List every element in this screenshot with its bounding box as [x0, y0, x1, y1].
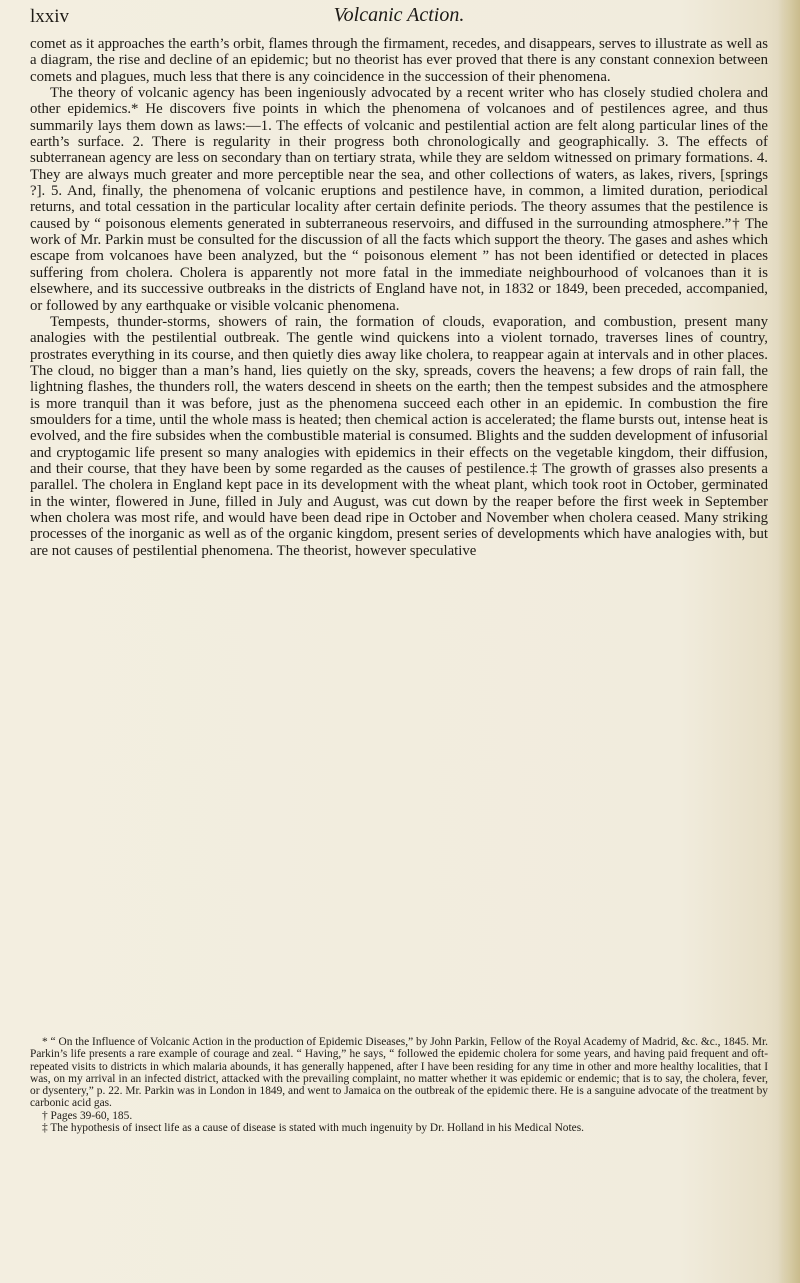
paragraph-2: The theory of volcanic agency has been ingeniously advocated by a recent writer who has closely studied cholera and other epidemics.* He discovers five points in which the phenomena of volcanoes and of pestilences agree, and thus summarily lays them down as laws:—1. The effects of volcanic and pestilential action are felt along particular lines of the earth’s surface. 2. There is regularity in their progress both chronologically and geographically. 3. The effects of subterranean agency are less on secondary than on tertiary strata, while they are seldom witnessed on primary formations. 4. They are always much greater and more perceptible near the sea, and other collections of waters, as lakes, rivers, [springs ?]. 5. And, finally, the phenomena of volcanic eruptions and pestilence have, in common, a limited duration, periodical returns, and total cessation in the particular locality after certain definite periods. The theory assumes that the pestilence is caused by “ poisonous elements generated in subterraneous reservoirs, and diffused in the surrounding atmosphere.”† The work of Mr. Parkin must be consulted for the discussion of all the facts which support the theory. The gases and ashes which escape from volcanoes have been analyzed, but the “ poisonous element ” has not been identified or detected in places suffering from cholera. Cholera is apparently not more fatal in the immediate neighbourhood of volcanoes than it is elsewhere, and its successive outbreaks in the districts of England have not, in 1832 or 1849, been preceded, accompanied, or followed by any earthquake or visible volcanic phenomena.: [30, 85, 768, 314]
paragraph-3: Tempests, thunder-storms, showers of rain, the formation of clouds, evaporation, and combustion, present many analogies with the pestilential outbreak. The gentle wind quickens into a violent tornado, traverses lines of country, prostrates everything in its course, and then quietly dies away like cholera, to reappear again at intervals and in other places. The cloud, no bigger than a man’s hand, lies quietly on the sky, spreads, covers the heavens; a few drops of rain fall, the lightning flashes, the thunders roll, the waters descend in sheets on the earth; then the tempest subsides and the atmosphere is more tranquil than it was before, just as the phenomena succeed each other in an epidemic. In combustion the fire smoulders for a time, until the whole mass is heated; then chemical action is accelerated; the flame bursts out, intense heat is evolved, and the fire subsides when the combustible material is consumed. Blights and the sudden development of infusorial and cryptogamic life present so many analogies with epidemics in their effects on the vegetable kingdom, their diffusion, and their course, that they have been by some regarded as the causes of pestilence.‡ The growth of grasses also presents a parallel. The cholera in England kept pace in its development with the wheat plant, which took root in October, germinated in the winter, flowered in June, filled in July and August, was cut down by the reaper before the first week in September when cholera was most rife, and would have been dead ripe in October and November when cholera ceased. Many striking processes of the inorganic as well as of the organic kingdom, present series of developments which have analogies with, but are not causes of pestilential phenomena. The theorist, however speculative: [30, 313, 768, 559]
paragraph-1: comet as it approaches the earth’s orbit, flames through the firmament, recedes, and disappears, serves to illustrate as well as a diagram, the rise and decline of an epidemic; but no theorist has ever proved that there is any constant connexion between comets and plagues, much less that there is any coincidence in the succession of their phenomena.: [30, 36, 768, 85]
page-edge-shading: [778, 0, 800, 1283]
footnotes: [30, 1036, 768, 1134]
footnote-1: * “ On the Influence of Volcanic Action in the production of Epidemic Diseases,” by John Parkin, Fellow of the Royal Academy of Madrid, &c. &c., 1845. Mr. Parkin’s life presents a rare example of courage and zeal. “ Having,” he says, “ followed the epidemic cholera for some years, and having paid frequent and oft-repeated visits to districts in which malaria abounds, it has generally happened, after I have been residing for any time in other and more healthy localities, that I was, on my arrival in an infected district, attacked with the prevailing complaint, no matter whether it was epidemic or endemic; that is to say, the cholera, fever, or dysentery,” p. 22. Mr. Parkin was in London in 1849, and went to Jamaica on the outbreak of the epidemic there. He is a sanguine advocate of the treatment by carbonic acid gas.: [30, 1036, 768, 1110]
footnote-2: † Pages 39-60, 185.: [42, 1109, 133, 1122]
page-header: [30, 4, 768, 34]
running-title: Volcanic Action.: [333, 4, 465, 26]
body-text: [30, 36, 768, 559]
footnote-3: ‡ The hypothesis of insect life as a cause of disease is stated with much ingenuity by Dr. Holland in his Medical Notes.: [42, 1122, 584, 1135]
page-number: lxxiv: [30, 6, 70, 27]
